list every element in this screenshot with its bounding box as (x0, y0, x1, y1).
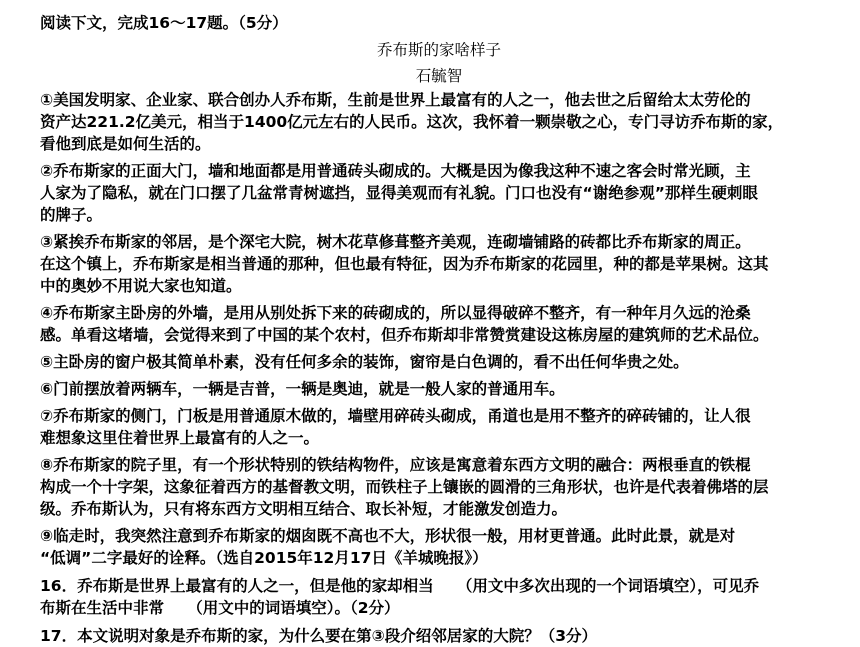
paragraph-line: 级。乔布斯认为，只有将东西方文明相互结合、取长补短，才能激发创造力。 (40, 500, 568, 518)
paragraph-line: 中的奥妙不用说大家也知道。 (40, 277, 242, 295)
paragraph-7 (40, 405, 838, 449)
paragraph-line: 难想象这里住着世界上最富有的人之一。 (40, 429, 320, 447)
paragraph-line: 在这个镇上，乔布斯家是相当普通的那种，但也最有特征，因为乔布斯家的花园里，种的都是苹果树。这其 (40, 255, 769, 273)
paragraph-6 (40, 378, 838, 400)
question-line: 17．本文说明对象是乔布斯的家，为什么要在第③段介绍邻居家的大院？（3分） (40, 627, 597, 645)
paragraph-line: 的牌子。 (40, 206, 103, 224)
paragraph-9 (40, 525, 838, 569)
paragraph-line: ⑥门前摆放着两辆车，一辆是吉普，一辆是奥迪，就是一般人家的普通用车。 (40, 380, 565, 398)
paragraph-line: ⑨临走时，我突然注意到乔布斯家的烟囱既不高也不大，形状很一般，用材更普通。此时此景，就是对 (40, 527, 736, 545)
paragraph-line: 构成一个十字架，这象征着西方的基督教文明，而铁柱子上镶嵌的圆滑的三角形状，也许是代表着佛塔的层 (40, 478, 769, 496)
paragraph-line: ⑦乔布斯家的侧门，门板是用普通原木做的，墙壁用碎砖头砌成，甬道也是用不整齐的碎砖铺的，让人很 (40, 407, 751, 425)
paragraph-3 (40, 231, 838, 297)
paragraph-5 (40, 351, 838, 373)
reading-instruction: 阅读下文，完成16～17题。（5分） (40, 14, 288, 32)
paragraph-line: 资产达221.2亿美元，相当于1400亿元左右的人民币。这次，我怀着一颗崇敬之心，专门寻访乔布斯的家， (40, 113, 784, 131)
paragraph-8 (40, 454, 838, 520)
paragraph-1 (40, 89, 838, 155)
question-line: 16．乔布斯是世界上最富有的人之一，但是他的家却相当 （用文中多次出现的一个词语填空），可见乔 (40, 577, 760, 595)
paragraph-line: ②乔布斯家的正面大门，墙和地面都是用普通砖头砌成的。大概是因为像我这种不速之客会时常光顾，主 (40, 162, 751, 180)
article-author: 石毓智 (415, 67, 463, 85)
paragraph-line: 人家为了隐私，就在门口摆了几盆常青树遮挡，显得美观而有礼貌。门口也没有“谢绝参观”那样生硬刺眼 (40, 184, 758, 202)
question-line: 布斯在生活中非常 （用文中的词语填空）。（2分） (40, 599, 400, 617)
paragraph-2 (40, 160, 838, 226)
question-16 (40, 575, 838, 619)
paragraph-4 (40, 302, 838, 346)
paragraph-line: 感。单看这堵墙，会觉得来到了中国的某个农村，但乔布斯却非常赞赏建设这栋房屋的建筑师的艺术品位。 (40, 326, 769, 344)
article-title: 乔布斯的家啥样子 (376, 41, 501, 59)
question-17 (40, 625, 838, 647)
paragraph-line: ③紧挨乔布斯家的邻居，是个深宅大院，树木花草修葺整齐美观，连砌墙铺路的砖都比乔布斯家的周正。 (40, 233, 751, 251)
paragraph-line: ⑧乔布斯家的院子里，有一个形状特别的铁结构物件，应该是寓意着东西方文明的融合：两根垂直的铁棍 (40, 456, 751, 474)
paragraph-line: ⑤主卧房的窗户极其简单朴素，没有任何多余的装饰，窗帘是白色调的，看不出任何华贵之处。 (40, 353, 689, 371)
paragraph-line: “低调”二字最好的诠释。（选自2015年12月17日《羊城晚报》） (40, 549, 488, 567)
paragraph-line: ①美国发明家、企业家、联合创办人乔布斯，生前是世界上最富有的人之一，他去世之后留给太太劳伦的 (40, 91, 751, 109)
paragraph-line: ④乔布斯家主卧房的外墙，是用从别处拆下来的砖砌成的，所以显得破碎不整齐，有一种年月久远的沧桑 (40, 304, 751, 322)
paragraph-line: 看他到底是如何生活的。 (40, 135, 211, 153)
